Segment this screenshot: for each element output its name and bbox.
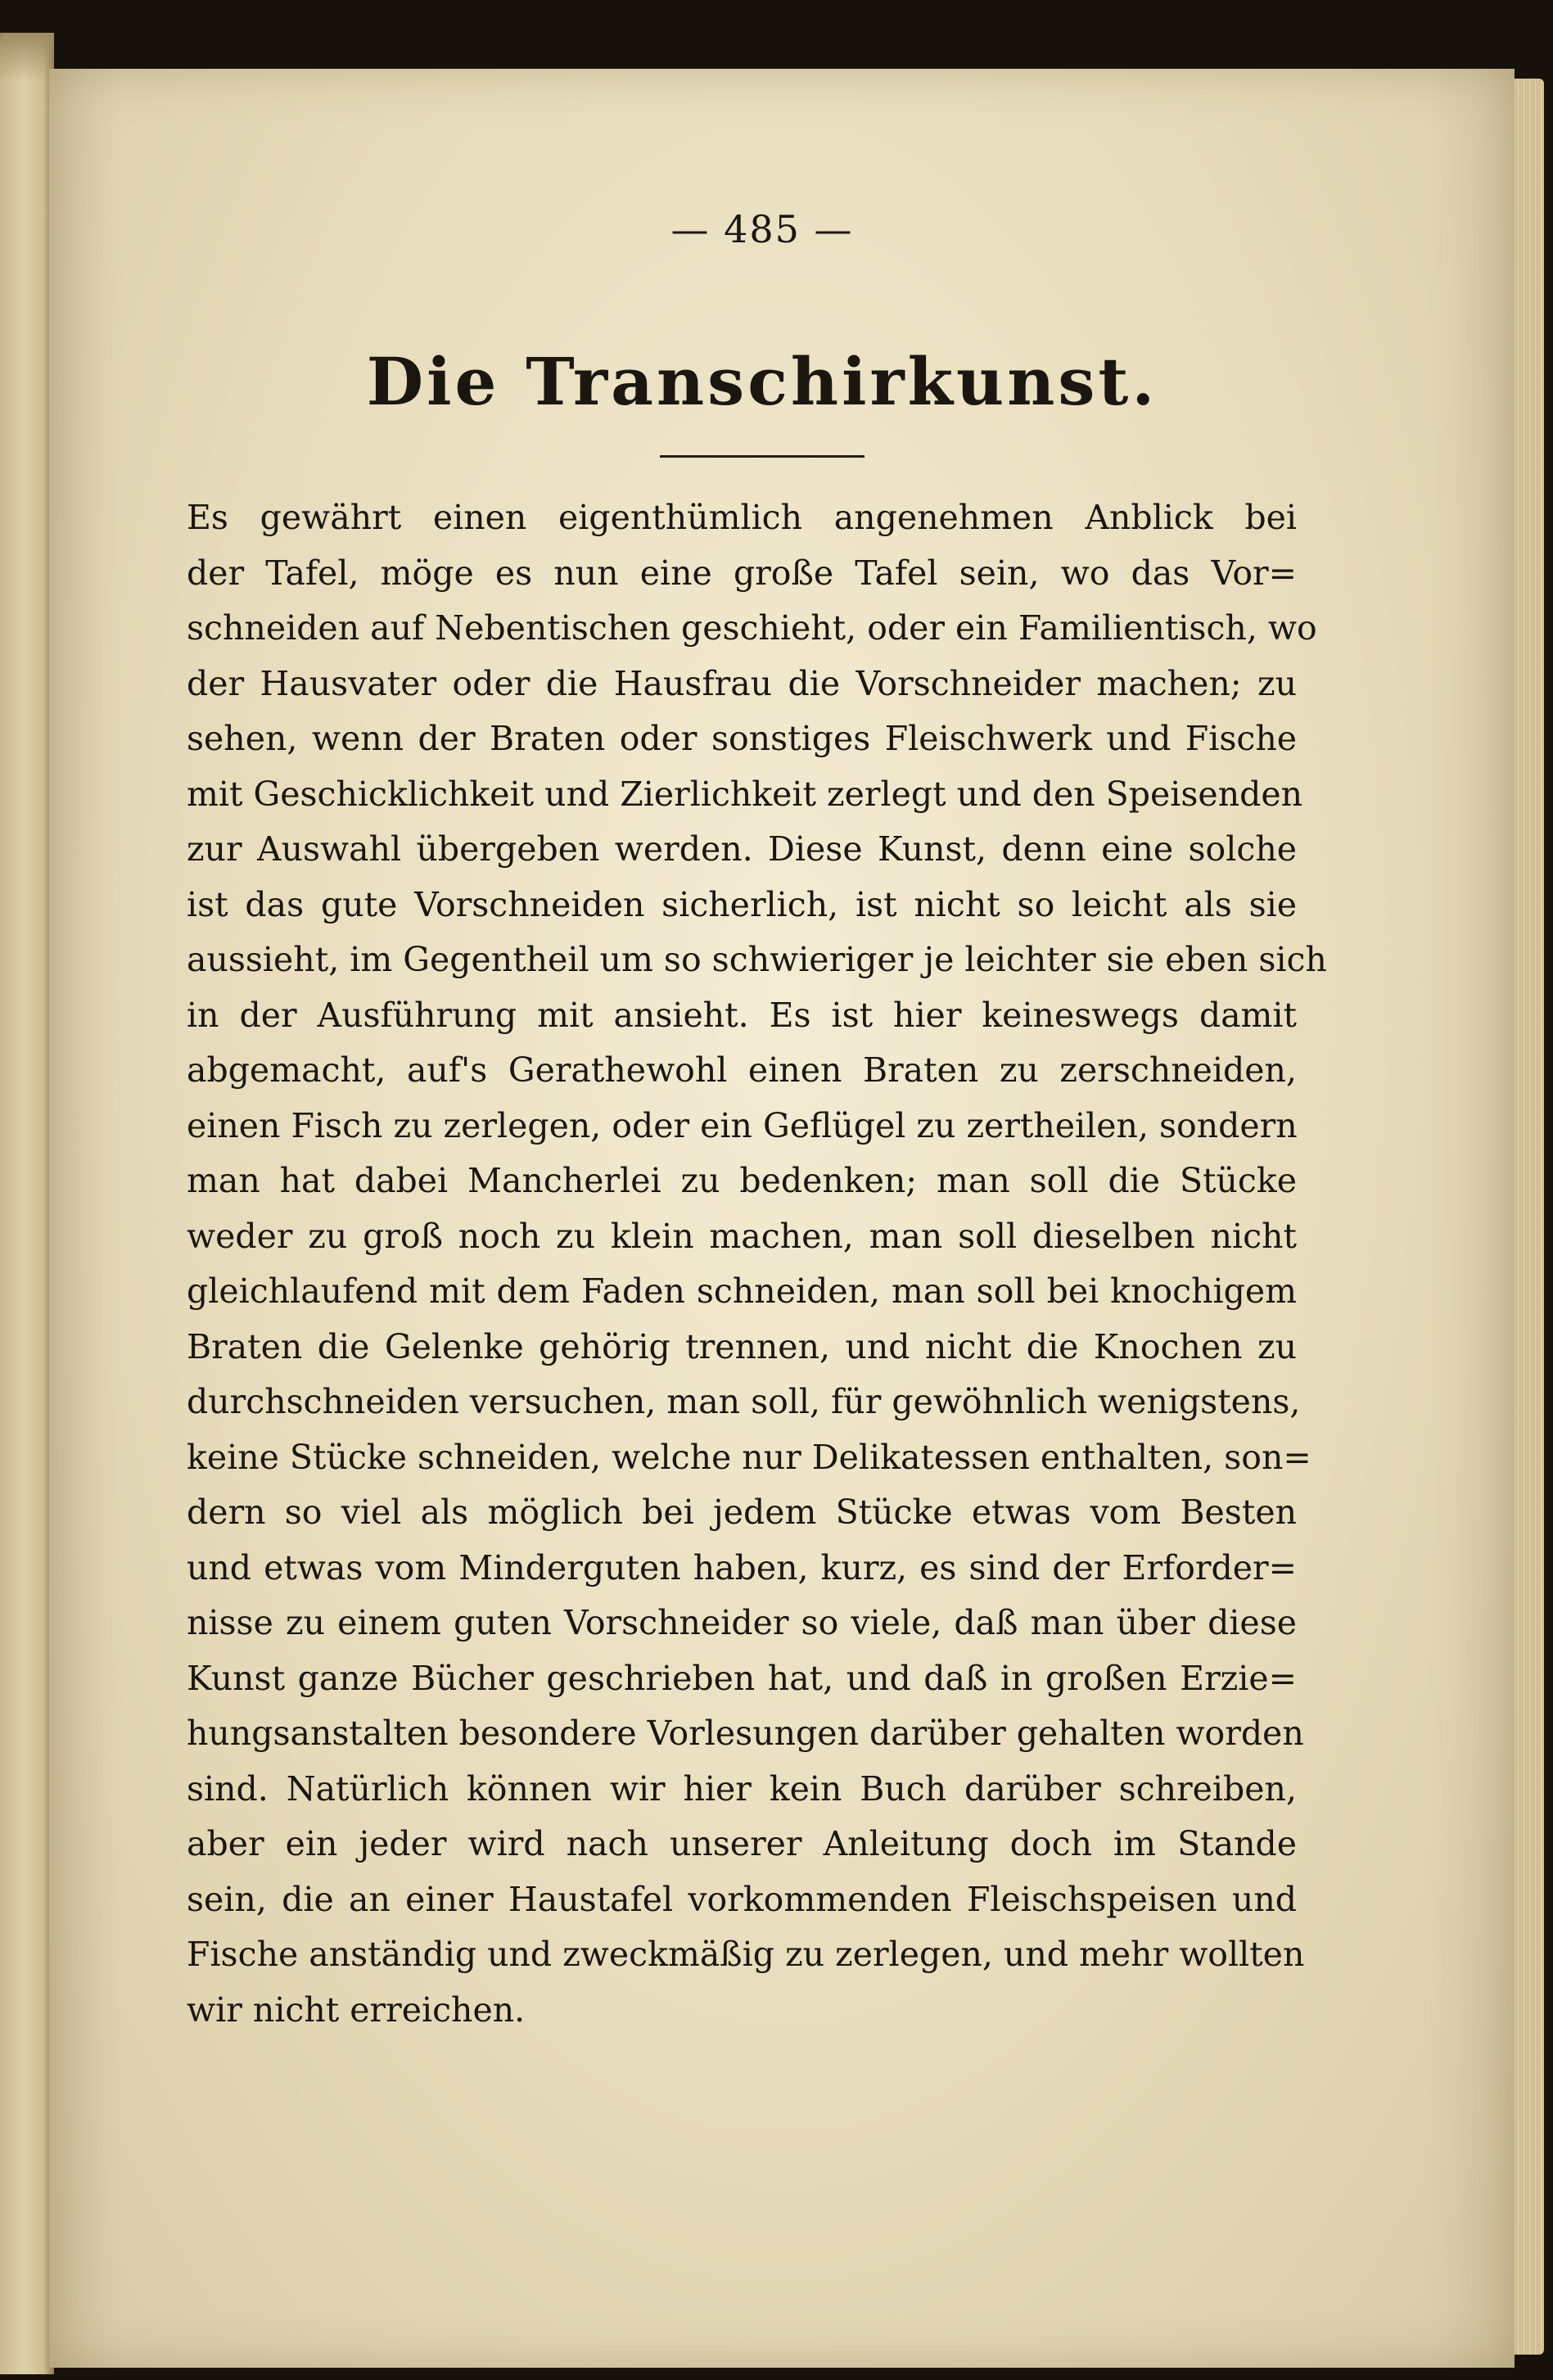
text-line: durchschneiden versuchen, man soll, für gewöhnlich wenigstens, bbox=[187, 1382, 1301, 1421]
body-paragraph bbox=[187, 490, 1327, 2038]
text-line: nisse zu einem guten Vorschneider so viele, daß man über diese bbox=[187, 1603, 1297, 1642]
text-line: sind. Natürlich können wir hier kein Buch darüber schreiben, bbox=[187, 1768, 1297, 1809]
text-line: weder zu groß noch zu klein machen, man soll dieselben nicht bbox=[187, 1216, 1297, 1256]
text-line: abgemacht, auf's Gerathewohl einen Braten zu zerschneiden, bbox=[187, 1050, 1297, 1090]
text-line: und etwas vom Minderguten haben, kurz, es sind der Erforder= bbox=[187, 1547, 1297, 1587]
text-line: zur Auswahl übergeben werden. Diese Kunst, denn eine solche bbox=[187, 829, 1297, 869]
text-line: gleichlaufend mit dem Faden schneiden, man soll bei knochigem bbox=[187, 1271, 1297, 1311]
left-page-edge bbox=[0, 33, 54, 2374]
text-line: der Tafel, möge es nun eine große Tafel sein, wo das Vor= bbox=[187, 553, 1297, 593]
text-line: ist das gute Vorschneiden sicherlich, ist nicht so leicht als sie bbox=[187, 884, 1297, 924]
text-line: sein, die an einer Haustafel vorkommenden Fleischspeisen und bbox=[187, 1879, 1297, 1919]
text-line: man hat dabei Mancherlei zu bedenken; man soll die Stücke bbox=[187, 1161, 1297, 1200]
page-content bbox=[187, 205, 1327, 2038]
text-line: sehen, wenn der Braten oder sonstiges Fleischwerk und Fische bbox=[187, 719, 1297, 758]
text-line: aber ein jeder wird nach unserer Anleitung doch im Stande bbox=[187, 1824, 1297, 1863]
text-line: Fische anständig und zweckmäßig zu zerlegen, und mehr wollten bbox=[187, 1935, 1305, 1974]
text-line: der Hausvater oder die Hausfrau die Vorschneider machen; zu bbox=[187, 663, 1297, 703]
text-line: schneiden auf Nebentischen geschieht, oder ein Familientisch, wo bbox=[187, 608, 1317, 648]
title-divider bbox=[660, 455, 865, 458]
text-line: Es gewährt einen eigenthümlich angenehmen Anblick bei bbox=[187, 498, 1297, 537]
text-line: aussieht, im Gegentheil um so schwieriger je leichter sie eben sich bbox=[187, 940, 1327, 979]
text-line: dern so viel als möglich bei jedem Stücke etwas vom Besten bbox=[187, 1493, 1297, 1532]
text-line: wir nicht erreichen. bbox=[187, 1989, 526, 2030]
page-edges bbox=[1515, 79, 1544, 2355]
text-line: in der Ausführung mit ansieht. Es ist hier keineswegs damit bbox=[187, 995, 1297, 1035]
text-line: Kunst ganze Bücher geschrieben hat, und daß in großen Erzie= bbox=[187, 1658, 1297, 1698]
text-line: hungsanstalten besondere Vorlesungen darüber gehalten worden bbox=[187, 1714, 1304, 1753]
text-line: Braten die Gelenke gehörig trennen, und nicht die Knochen zu bbox=[187, 1326, 1297, 1366]
text-line: keine Stücke schneiden, welche nur Delikatessen enthalten, son= bbox=[187, 1437, 1311, 1477]
text-line: mit Geschicklichkeit und Zierlichkeit zerlegt und den Speisenden bbox=[187, 774, 1303, 814]
text-line: einen Fisch zu zerlegen, oder ein Geflügel zu zertheilen, sondern bbox=[187, 1105, 1298, 1145]
page-number: — 485 — bbox=[670, 207, 854, 251]
chapter-title: Die Transchirkunst. bbox=[366, 343, 1158, 420]
